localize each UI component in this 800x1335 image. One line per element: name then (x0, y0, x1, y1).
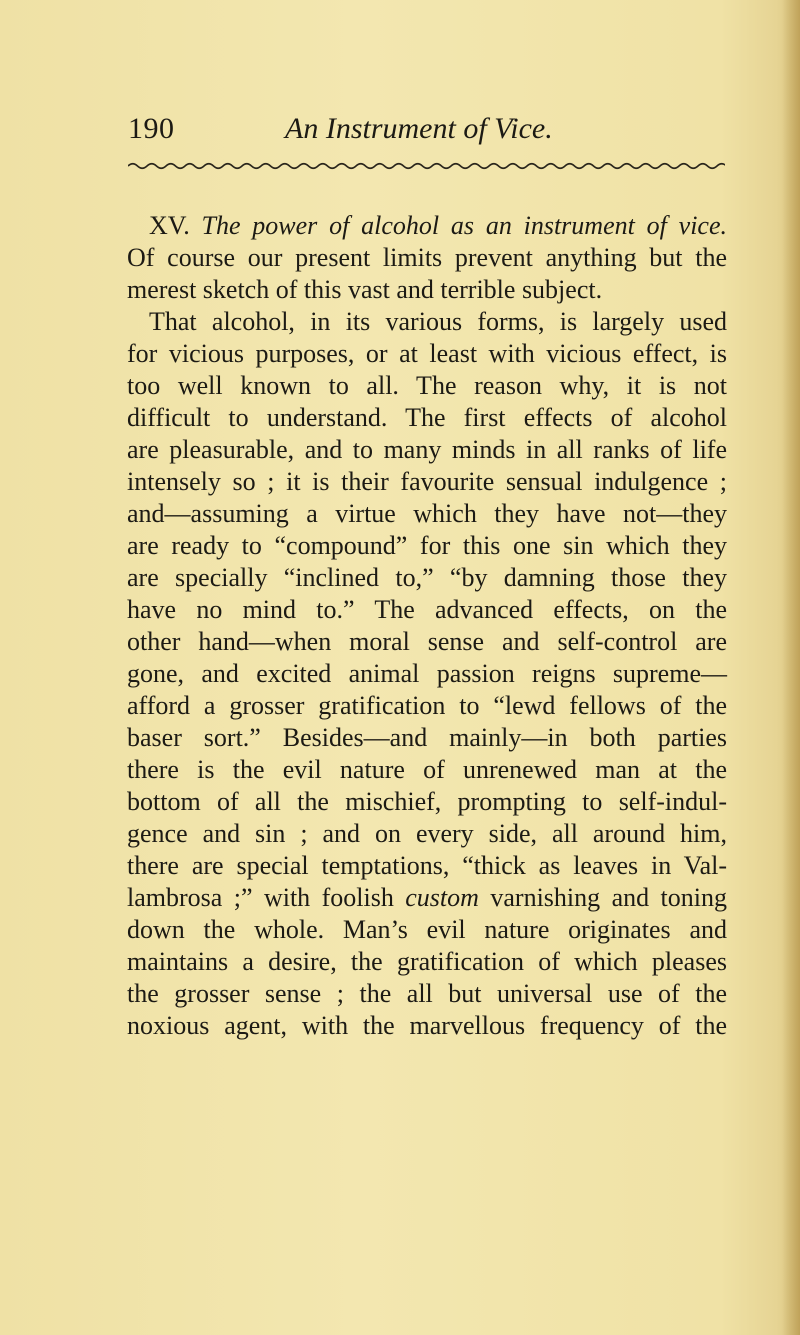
text-line: gence and sin ; and on every side, all around him, (127, 819, 727, 848)
section-heading: The power of alcohol as an instrument of vice. (201, 211, 727, 240)
page-number: 190 (128, 112, 175, 145)
text-line: have no mind to.” The advanced effects, on the (127, 595, 727, 624)
text-line: maintains a desire, the gratification of which pleases (127, 947, 727, 976)
text-line: there is the evil nature of unrenewed man at the (127, 755, 727, 784)
body-text (127, 210, 727, 1042)
text-line: are specially “inclined to,” “by damning those they (127, 563, 727, 592)
text-line: are pleasurable, and to many minds in all ranks of life (127, 435, 727, 464)
text-line: other hand—when moral sense and self-control are (127, 627, 727, 656)
text-line: for vicious purposes, or at least with vicious effect, is (127, 339, 727, 368)
text-fragment: varnishing and toning (490, 883, 727, 912)
text-line: bottom of all the mischief, prompting to self-indul- (127, 787, 727, 816)
text-line: That alcohol, in its various forms, is largely used (149, 307, 727, 336)
text-line: and—assuming a virtue which they have not—they (127, 499, 727, 528)
text-line: Of course our present limits prevent anything but the (127, 243, 727, 272)
text-line: too well known to all. The reason why, it is not (127, 371, 727, 400)
text-line: noxious agent, with the marvellous frequency of the (127, 1011, 727, 1040)
text-line: gone, and excited animal passion reigns supreme— (127, 659, 727, 688)
text-line: are ready to “compound” for this one sin which they (127, 531, 727, 560)
text-line: merest sketch of this vast and terrible subject. (127, 275, 603, 304)
text-line: intensely so ; it is their favourite sensual indulgence ; (127, 467, 727, 496)
text-line: afford a grosser gratification to “lewd fellows of the (127, 691, 727, 720)
italic-word: custom (405, 883, 479, 912)
page-edge-shadow (782, 0, 800, 1335)
text-line: the grosser sense ; the all but universal use of the (127, 979, 727, 1008)
text-line: baser sort.” Besides—and mainly—in both parties (127, 723, 727, 752)
text-line: difficult to understand. The first effects of alcohol (127, 403, 727, 432)
running-title: An Instrument of Vice. (285, 112, 553, 145)
section-heading-line (127, 210, 727, 242)
text-line: there are special temptations, “thick as leaves in Val- (127, 851, 727, 880)
section-number: XV. (149, 211, 190, 240)
text-line-with-italic (127, 882, 727, 914)
wavy-rule-ornament (128, 160, 725, 172)
text-line: down the whole. Man’s evil nature originates and (127, 915, 727, 944)
running-head (128, 112, 728, 156)
text-fragment: lambrosa ;” with foolish (127, 883, 394, 912)
